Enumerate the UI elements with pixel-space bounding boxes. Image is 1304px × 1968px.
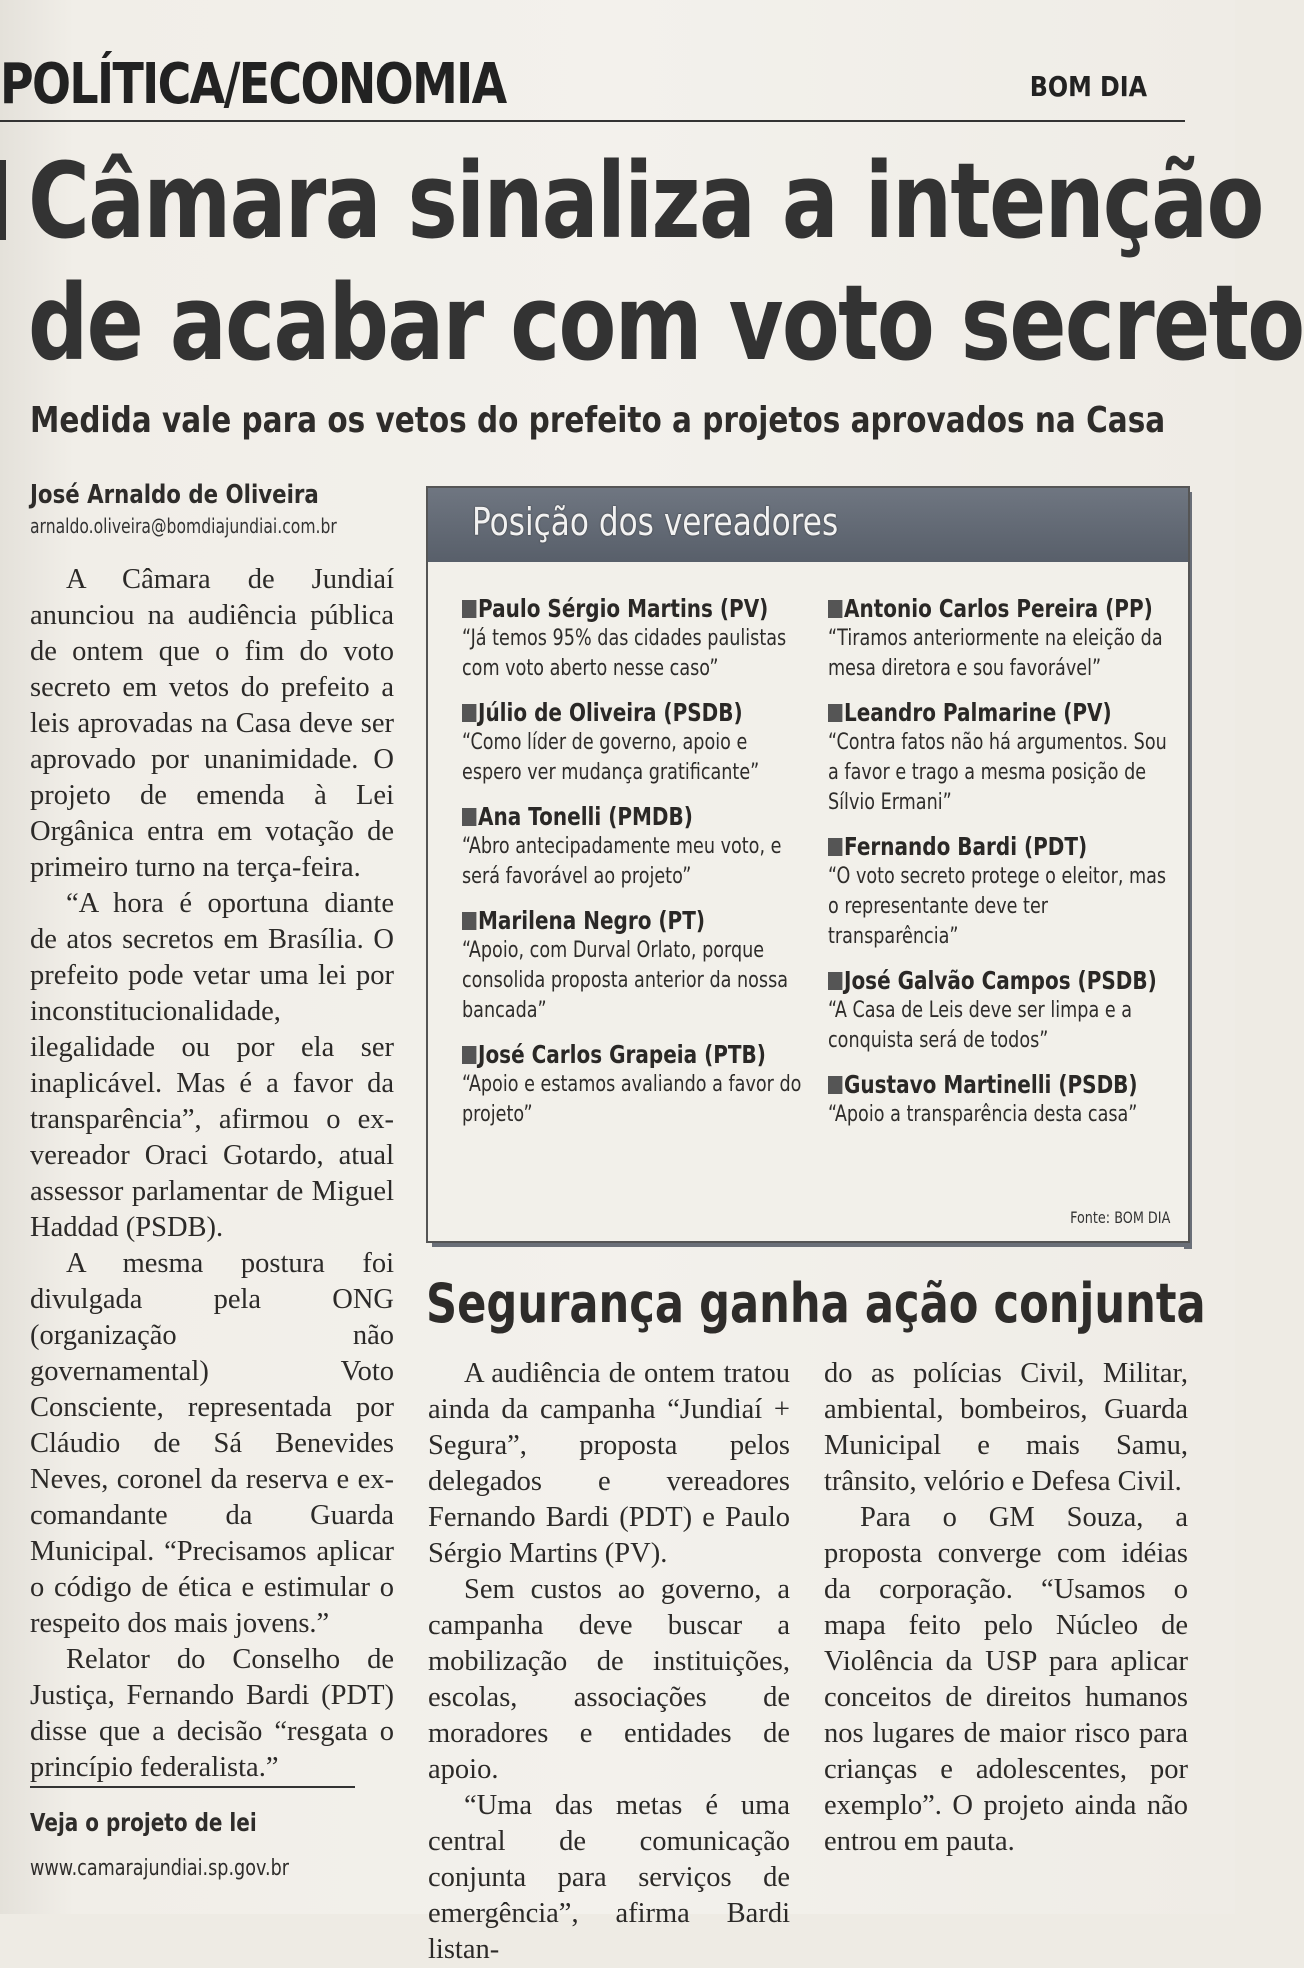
bullet-icon xyxy=(462,808,476,826)
voter-name: Antonio Carlos Pereira (PP) xyxy=(844,594,1153,623)
bullet-icon xyxy=(462,704,476,722)
voter-item xyxy=(462,802,802,892)
voter-item xyxy=(828,698,1168,818)
see-also-label: Veja o projeto de lei xyxy=(30,1808,257,1837)
voter-item xyxy=(462,594,802,684)
voter-quote: “A Casa de Leis deve ser limpa e a conquista será de todos” xyxy=(828,998,1133,1053)
voter-name: José Carlos Grapeia (PTB) xyxy=(478,1040,766,1069)
voter-item xyxy=(828,966,1168,1056)
headline xyxy=(28,140,1304,384)
bullet-icon xyxy=(828,838,842,856)
sidebar-title: Posição dos vereadores xyxy=(472,500,839,544)
sidebar-header xyxy=(428,488,1188,562)
voter-name: Ana Tonelli (PMDB) xyxy=(478,802,693,831)
bullet-icon xyxy=(828,1076,842,1094)
bullet-icon xyxy=(462,912,476,930)
sidebar-column-right xyxy=(828,594,1168,1144)
voter-item xyxy=(462,906,802,1026)
author-email: arnaldo.oliveira@bomdiajundiai.com.br xyxy=(30,514,337,538)
article-body xyxy=(30,562,394,1786)
bullet-icon xyxy=(462,1046,476,1064)
sidebar-box xyxy=(426,486,1190,1243)
bullet-icon xyxy=(828,972,842,990)
voter-name: Marilena Negro (PT) xyxy=(478,906,706,935)
article-paragraph: A Câmara de Jundiaí anunciou na audiência pública de ontem que o fim do voto secreto em vetos do prefeito a leis aprovadas na Casa deve ser aprovado por unanimidade. O projeto de emenda à Lei Orgânica entra em votação de primeiro turno na terça-feira. xyxy=(30,564,394,883)
headline-line-1: Câmara sinaliza a intenção xyxy=(28,140,1263,262)
author-name: José Arnaldo de Oliveira xyxy=(30,480,319,510)
voter-item xyxy=(828,832,1168,952)
voter-quote: “Apoio, com Durval Orlato, porque consolida proposta anterior da nossa bancada” xyxy=(462,938,789,1023)
see-also-url[interactable]: www.camarajundiai.sp.gov.br xyxy=(30,1856,290,1881)
sidebar-source: Fonte: BOM DIA xyxy=(1069,1208,1170,1227)
newspaper-name: BOM DIA xyxy=(1029,70,1147,103)
article-paragraph: Para o GM Souza, a proposta converge com idéias da corporação. “Usamos o mapa feito pelo Núcleo de Violência da USP para aplicar conceitos de direitos humanos nos lugares de maior risco para crianças e adolescentes, por exemplo”. O projeto ainda não entrou em pauta. xyxy=(824,1502,1188,1857)
voter-quote: “Abro antecipadamente meu voto, e será favorável ao projeto” xyxy=(462,834,782,889)
see-also-rule xyxy=(30,1786,355,1788)
voter-name: Leandro Palmarine (PV) xyxy=(844,698,1112,727)
sidebar-column-left xyxy=(462,594,802,1144)
voter-item xyxy=(828,1070,1168,1130)
article-paragraph: A mesma postura foi divulgada pela ONG (organização não governamental) Voto Consciente, representada por Cláudio de Sá Benevides Neves, coronel da reserva e ex-comandante da Guarda Municipal. “Precisamos aplicar o código de ética e estimular o respeito dos mais jovens.” xyxy=(30,1248,394,1639)
article-paragraph: “A hora é oportuna diante de atos secretos em Brasília. O prefeito pode vetar uma lei por inconstitucionalidade, ilegalidade ou por ela ser inaplicável. Mas é a favor da transparência”, afirmou o ex-vereador Oraci Gotardo, atual assessor parlamentar de Miguel Haddad (PSDB). xyxy=(30,888,394,1243)
voter-item xyxy=(462,1040,802,1130)
header-rule xyxy=(0,120,1185,122)
voter-name: Júlio de Oliveira (PSDB) xyxy=(478,698,743,727)
voter-quote: “Apoio a transparência desta casa” xyxy=(828,1102,1138,1127)
voter-name: Paulo Sérgio Martins (PV) xyxy=(478,594,769,623)
voter-name: Gustavo Martinelli (PSDB) xyxy=(844,1070,1138,1099)
voter-quote: “Já temos 95% das cidades paulistas com voto aberto nesse caso” xyxy=(462,626,787,681)
voter-quote: “Contra fatos não há argumentos. Sou a favor e trago a mesma posição de Sílvio Ermani” xyxy=(828,730,1167,815)
article-paragraph: Relator do Conselho de Justiça, Fernando Bardi (PDT) disse que a decisão “resgata o princípio federalista.” xyxy=(30,1644,394,1783)
bullet-icon xyxy=(828,704,842,722)
second-article-column-2 xyxy=(824,1356,1188,1860)
article-paragraph: A audiência de ontem tratou ainda da campanha “Jundiaí + Segura”, proposta pelos delegados e vereadores Fernando Bardi (PDT) e Paulo Sérgio Martins (PV). xyxy=(428,1358,790,1569)
section-label: POLÍTICA/ECONOMIA xyxy=(0,52,506,117)
subheadline: Medida vale para os vetos do prefeito a projetos aprovados na Casa xyxy=(30,400,1166,441)
voter-item xyxy=(828,594,1168,684)
headline-line-2: de acabar com voto secreto xyxy=(28,262,1304,384)
voter-item xyxy=(462,698,802,788)
voter-quote: “Como líder de governo, apoio e espero ver mudança gratificante” xyxy=(462,730,760,785)
headline-marker xyxy=(0,160,6,240)
voter-name: José Galvão Campos (PSDB) xyxy=(844,966,1157,995)
voter-name: Fernando Bardi (PDT) xyxy=(844,832,1088,861)
bullet-icon xyxy=(828,600,842,618)
second-article-column-1 xyxy=(428,1356,790,1968)
voter-quote: “O voto secreto protege o eleitor, mas o representante deve ter transparência” xyxy=(828,864,1167,949)
article-paragraph-continued: do as polícias Civil, Militar, ambiental, bombeiros, Guarda Municipal e mais Samu, trânsito, velório e Defesa Civil. xyxy=(824,1358,1188,1497)
bullet-icon xyxy=(462,600,476,618)
article-paragraph: Sem custos ao governo, a campanha deve buscar a mobilização de instituições, escolas, associações de moradores e entidades de apoio. xyxy=(428,1574,790,1785)
voter-quote: “Apoio e estamos avaliando a favor do projeto” xyxy=(462,1072,802,1127)
article-paragraph: “Uma das metas é uma central de comunicação conjunta para serviços de emergência”, afirma Bardi listan- xyxy=(428,1790,790,1965)
second-headline: Segurança ganha ação conjunta xyxy=(426,1272,1206,1335)
voter-quote: “Tiramos anteriormente na eleição da mesa diretora e sou favorável” xyxy=(828,626,1163,681)
